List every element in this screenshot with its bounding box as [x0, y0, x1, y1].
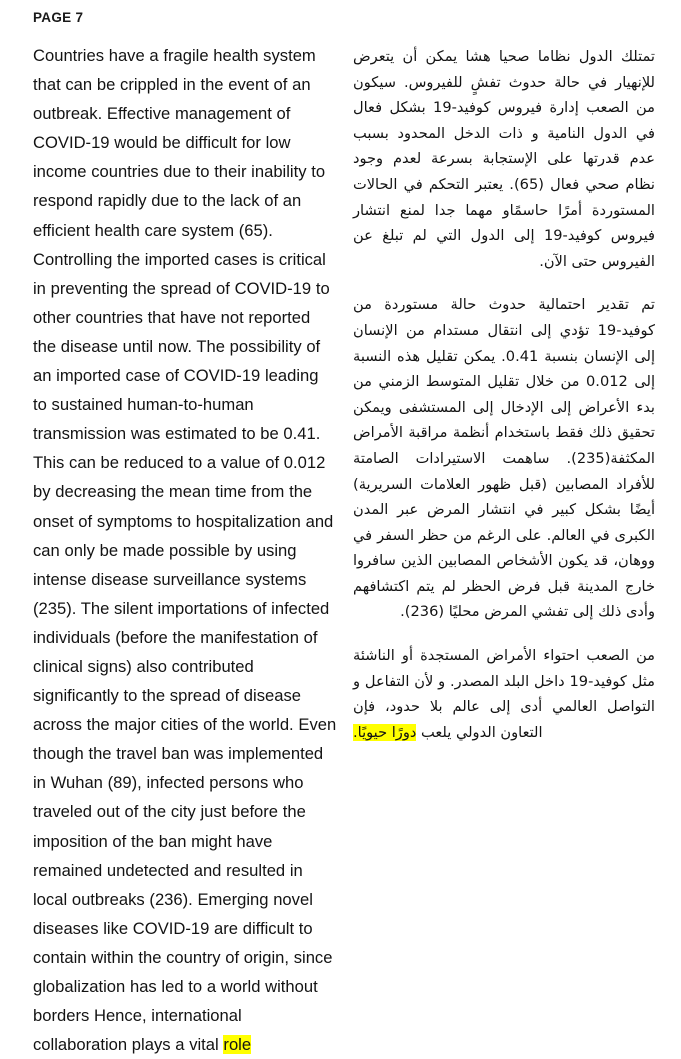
english-text-column: [33, 41, 337, 1059]
arabic-highlighted-phrase: دورًا حيويًا.: [353, 723, 417, 741]
arabic-paragraph-2-text: تم تقدير احتمالية حدوث حالة مستوردة من كوفيد-19 تؤدي إلى انتقال مستدام من الإنسان إلى الإنسان بنسبة 0.41. يمكن تقليل هذه النسبة إلى 0.012 من خلال تقليل المتوسط الزمني من بدء الأعراض إلى الإدخال إلى المستشفى ويمكن تحقيق ذلك فقط باستخدام أنظمة مراقبة الأمراض المكثفة(235). ساهمت الاستيرادات الصامتة للأفراد المصابين (قبل ظهور العلامات السريرية) أيضًا بشكل كبير في انتشار المرض عبر المدن الكبرى في العالم. على الرغم من حظر السفر في ووهان، قد يكون الأشخاص المصابين الذين سافروا خارج المدينة قبل فرض الحظر لم يتم اكتشافهم وأدى ذلك إلى تفشي المرض محليًا (236).: [353, 296, 655, 621]
arabic-paragraph-1: [353, 44, 655, 274]
arabic-paragraph-1-text: تمتلك الدول نظاما صحيا هشا يمكن أن يتعرض للإنهيار في حالة حدوث تفشٍ للفيروس. سيكون من الصعب إدارة فيروس كوفيد-19 بشكل فعال في الدول النامية و ذات الدخل المحدود بسبب عدم قدرتها على الإستجابة بسرعة لعدم وجود نظام صحي فعال (65). يعتبر التحكم في الحالات المستوردة أمرًا حاسمًاو مهما جدا لمنع انتشار فيروس كوفيد-19 إلى الدول التي لم تبلغ عن الفيروس حتى الآن.: [353, 48, 655, 270]
arabic-paragraph-3: [353, 643, 655, 745]
english-paragraph: [33, 41, 337, 1059]
arabic-text-column: [353, 44, 655, 745]
two-column-body: [0, 41, 681, 1055]
arabic-paragraph-3-text: من الصعب احتواء الأمراض المستجدة أو الناشئة مثل كوفيد-19 داخل البلد المصدر. و لأن التفاعل و التواصل العالمي أدى إلى عالم بلا حدود، فإن التعاون الدولي يلعب: [353, 647, 655, 741]
page-label: PAGE 7: [33, 10, 84, 25]
english-highlighted-word: role: [223, 1035, 252, 1055]
arabic-paragraph-2: [353, 292, 655, 625]
english-body-text: Countries have a fragile health system that can be crippled in the event of an outbreak. Effective management of COVID-19 would be difficult for low income countries due to their inability to respond rapidly due to the lack of an efficient health care system (65). Controlling the imported cases is critical in preventing the spread of COVID-19 to other countries that have not reported the disease until now. The possibility of an imported case of COVID-19 leading to sustained human-to-human transmission was estimated to be 0.41. This can be reduced to a value of 0.012 by decreasing the mean time from the onset of symptoms to hospitalization and can only be made possible by using intense disease surveillance systems (235). The silent importations of infected individuals (before the manifestation of clinical signs) also contributed significantly to the spread of disease across the major cities of the world. Even though the travel ban was implemented in Wuhan (89), infected persons who traveled out of the city just before the imposition of the ban might have remained undetected and resulted in local outbreaks (236). Emerging novel diseases like COVID-19 are difficult to contain within the country of origin, since globalization has led to a world without borders Hence, international collaboration plays a vital: [33, 46, 337, 1055]
